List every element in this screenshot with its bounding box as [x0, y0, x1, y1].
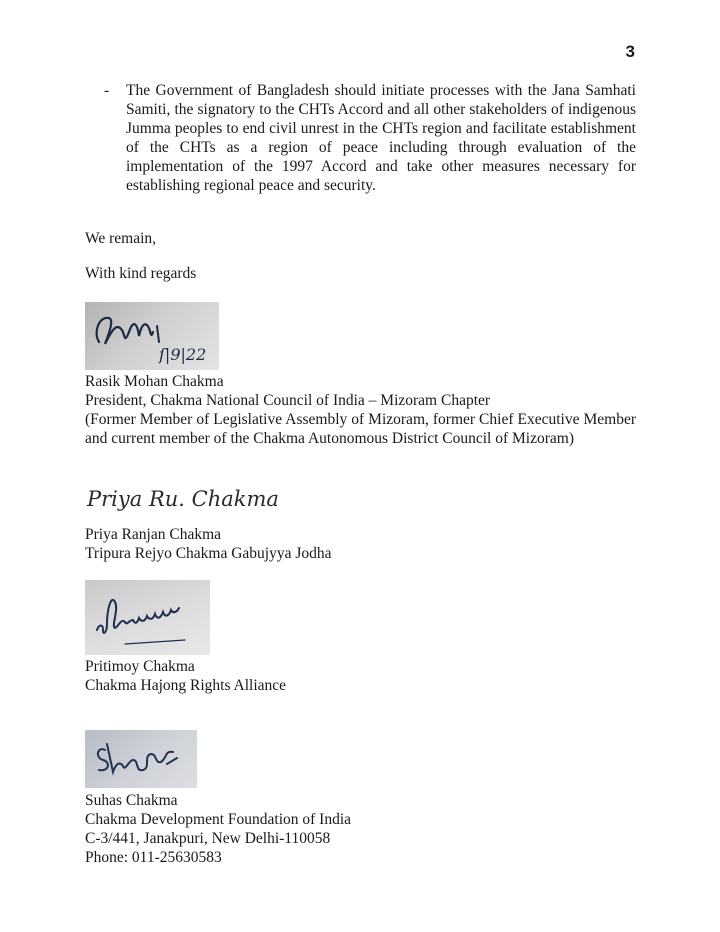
signatory-1-name: Rasik Mohan Chakma — [85, 373, 224, 390]
signature-script-text: Priya Ru. Chakma — [87, 487, 279, 511]
signatory-1-title: President, Chakma National Council of India – Mizoram Chapter — [85, 392, 491, 409]
signatory-4-title: Chakma Development Foundation of India — [85, 811, 352, 828]
closing-we-remain: We remain, — [85, 230, 157, 247]
signatory-4-name: Suhas Chakma — [85, 792, 178, 809]
signatory-3-name: Pritimoy Chakma — [85, 658, 195, 675]
signatory-2-title: Tripura Rejyo Chakma Gabujyya Jodha — [85, 545, 332, 562]
signatory-3-title: Chakma Hajong Rights Alliance — [85, 677, 287, 694]
page-number: 3 — [625, 42, 635, 61]
closing-regards: With kind regards — [85, 265, 197, 282]
signature-rasik-mohan-chakma — [85, 302, 219, 370]
signatory-4-address: C-3/441, Janakpuri, New Delhi-110058 — [85, 830, 331, 847]
signature-pritimoy-chakma — [85, 580, 210, 655]
bullet-text: The Government of Bangladesh should initiate processes with the Jana Samhati Samiti, the signatory to the CHTs Accord and all other stakeholders of indigenous Jumma peoples to end civil unrest in the CHTs region and facilitate establishment of the CHTs as a region of peace including through evaluation of the implementation of the 1997 Accord and take other measures necessary for establishing regional peace and security. — [126, 82, 636, 194]
signature-suhas-chakma — [85, 730, 197, 788]
signature-priya-ranjan-chakma — [85, 478, 279, 520]
signature-date-text: ſ|9|22 — [159, 345, 207, 364]
signatory-2-name: Priya Ranjan Chakma — [85, 526, 222, 543]
signatory-4-phone: Phone: 011-25630583 — [85, 849, 222, 866]
signatory-1-note: (Former Member of Legislative Assembly of Mizoram, former Chief Executive Member and current member of the Chakma Autonomous District Council of Mizoram) — [85, 411, 636, 447]
bullet-marker: - — [104, 82, 110, 99]
